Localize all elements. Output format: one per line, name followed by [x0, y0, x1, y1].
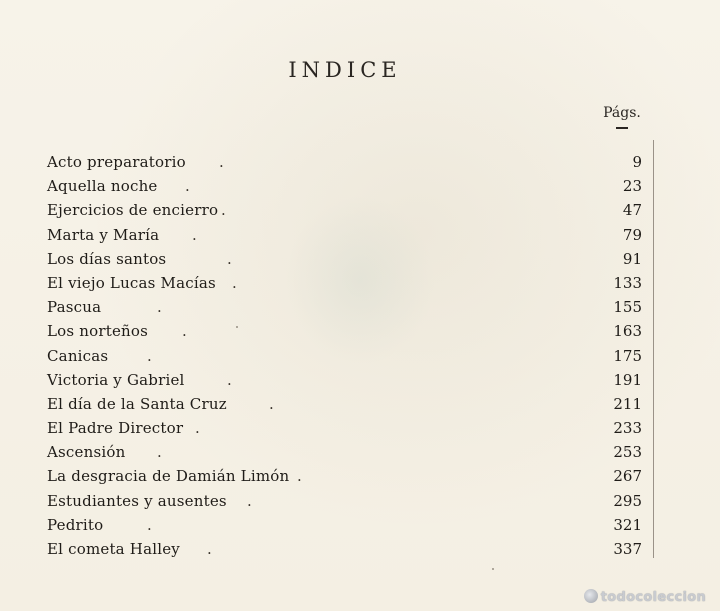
toc-entry-page: 155	[613, 298, 642, 317]
toc-entry	[47, 150, 647, 174]
toc-entry	[47, 344, 647, 368]
paper-speck	[236, 326, 238, 328]
toc-entry-title: Los días santos	[47, 249, 167, 268]
toc-entry	[47, 295, 647, 319]
toc-entry-title: El cometa Halley	[47, 540, 180, 558]
toc-leader-dot: .	[221, 201, 226, 220]
toc-entry-page: 9	[632, 153, 642, 171]
toc-entry	[47, 537, 647, 561]
page-edge-line	[653, 140, 654, 558]
toc-entry	[47, 271, 647, 295]
toc-leader-dot: .	[269, 394, 274, 413]
toc-entry-title: Acto preparatorio	[47, 153, 186, 171]
toc-entry-title: El Padre Director	[47, 419, 184, 438]
toc-entry-page: 23	[622, 177, 642, 196]
toc-leader-dot: .	[227, 370, 232, 389]
toc-entry	[47, 489, 647, 513]
toc-entry-title: El día de la Santa Cruz	[47, 394, 227, 413]
toc-entry-title: Pedrito	[47, 515, 104, 534]
toc-entry-title: El viejo Lucas Macías	[47, 273, 216, 292]
toc-leader-dot: .	[157, 298, 162, 317]
toc-entry	[47, 440, 647, 464]
toc-entry-title: Ejercicios de encierro	[47, 201, 219, 220]
toc-leader-dot: .	[157, 443, 162, 462]
toc-leader-dot: .	[232, 273, 237, 292]
toc-entry-title: Victoria y Gabriel	[47, 370, 185, 389]
paper-speck	[492, 568, 494, 570]
toc-leader-dot: .	[192, 225, 197, 244]
toc-entry	[47, 198, 647, 222]
toc-entry-page: 233	[613, 419, 642, 438]
pages-column-header: Págs.	[603, 105, 641, 121]
toc-entry	[47, 464, 647, 488]
toc-entry-page: 133	[613, 273, 642, 292]
toc-entry-page: 91	[622, 249, 642, 268]
toc-leader-dot: .	[219, 153, 224, 171]
toc-leader-dot: .	[147, 346, 152, 365]
toc-entry-title: Estudiantes y ausentes	[47, 491, 227, 510]
page-title: INDICE	[288, 58, 402, 82]
toc-entry	[47, 513, 647, 537]
toc-entry-title: Marta y María	[47, 225, 160, 244]
toc-leader-dot: .	[247, 491, 252, 510]
toc-entry-page: 321	[613, 515, 642, 534]
toc-leader-dot: .	[185, 177, 190, 196]
toc-entry-page: 47	[622, 201, 642, 220]
toc-entry	[47, 174, 647, 198]
toc-entry	[47, 319, 647, 343]
toc-entry-page: 211	[613, 394, 642, 413]
toc-entry	[47, 223, 647, 247]
toc-entry-title: Los norteños	[47, 322, 149, 341]
toc-entry	[47, 368, 647, 392]
toc-entry-page: 267	[613, 467, 642, 486]
toc-entry-title: Canicas	[47, 346, 109, 365]
toc-leader-dot: .	[182, 322, 187, 341]
toc-entry-page: 253	[613, 443, 642, 462]
toc-entry-page: 337	[613, 540, 642, 558]
toc-entry-title: La desgracia de Damián Limón	[47, 467, 290, 486]
pages-header-rule	[616, 127, 628, 129]
toc-leader-dot: .	[207, 540, 212, 558]
toc-entry-page: 191	[613, 370, 642, 389]
watermark	[584, 589, 706, 605]
toc-entry-title: Ascensión	[47, 443, 126, 462]
toc-leader-dot: .	[195, 419, 200, 438]
toc-entry	[47, 392, 647, 416]
toc-entry-page: 79	[622, 225, 642, 244]
table-of-contents	[47, 150, 647, 561]
toc-leader-dot: .	[147, 515, 152, 534]
watermark-text: todocoleccion	[600, 590, 706, 605]
toc-entry	[47, 416, 647, 440]
toc-entry-title: Aquella noche	[47, 177, 158, 196]
toc-entry-title: Pascua	[47, 298, 102, 317]
toc-entry-page: 163	[613, 322, 642, 341]
toc-leader-dot: .	[227, 249, 232, 268]
watermark-logo-icon	[584, 589, 598, 603]
toc-entry	[47, 247, 647, 271]
toc-entry-page: 295	[613, 491, 642, 510]
toc-entry-page: 175	[613, 346, 642, 365]
toc-leader-dot: .	[297, 467, 302, 486]
